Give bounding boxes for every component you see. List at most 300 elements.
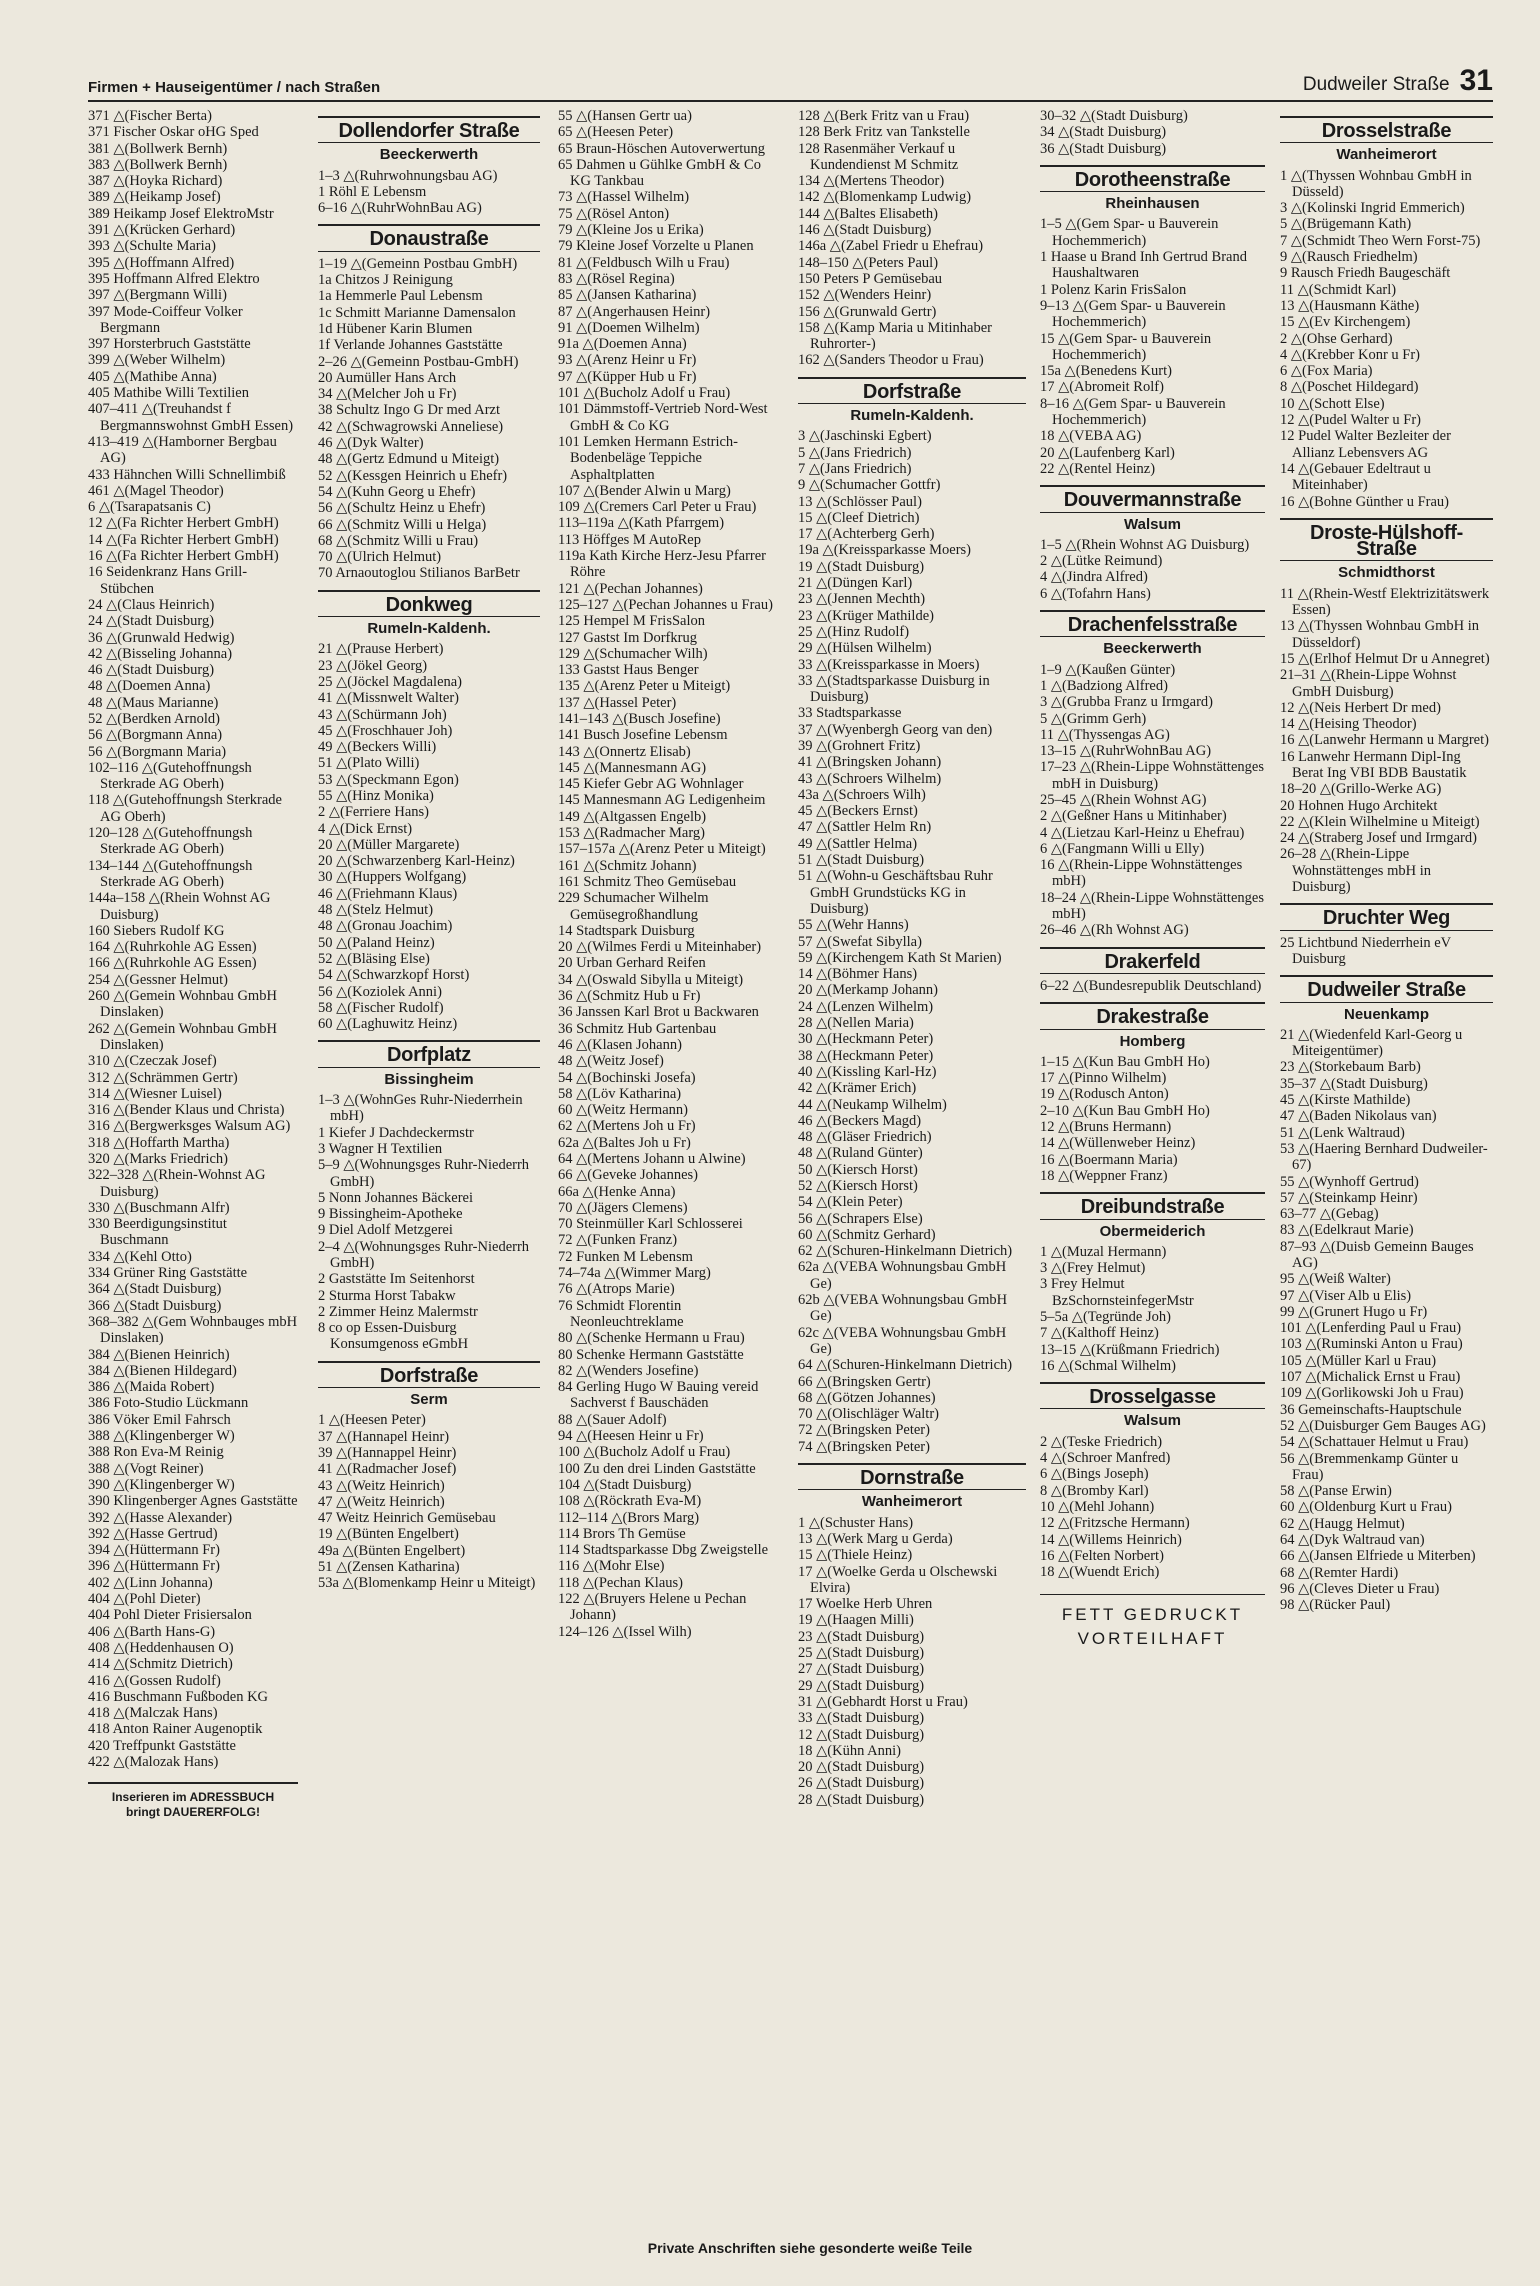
directory-entry: 102–116 △(Gutehoffnungsh Sterkrade AG Oberh): [88, 759, 252, 793]
street-heading: Dornstraße: [798, 1463, 1026, 1490]
directory-entry: 104 △(Stadt Duisburg): [558, 1476, 692, 1493]
directory-entry: 20 △(Merkamp Johann): [798, 982, 939, 999]
entry-list: [1280, 168, 1493, 510]
directory-entry: 66 △(Geveke Johannes): [558, 1167, 698, 1184]
directory-entry: 334 △(Kehl Otto): [88, 1248, 192, 1265]
directory-entry: 386 Vöker Emil Fahrsch: [88, 1411, 231, 1428]
directory-entry: 31 △(Gebhardt Horst u Frau): [798, 1693, 968, 1710]
directory-entry: 54 △(Bochinski Josefa): [558, 1069, 696, 1086]
directory-entry: 18–20 △(Grillo-Werke AG): [1280, 781, 1442, 798]
directory-entry: 24 △(Lenzen Wilhelm): [798, 998, 934, 1015]
directory-entry: 137 △(Hassel Peter): [558, 694, 677, 711]
directory-entry: 388 △(Vogt Reiner): [88, 1460, 204, 1477]
directory-entry: 85 △(Jansen Katharina): [558, 287, 697, 304]
directory-entry: 397 Mode-Coiffeur Volker Bergmann: [88, 303, 243, 336]
entry-list: [318, 1412, 540, 1591]
directory-entry: 43 △(Weitz Heinrich): [318, 1477, 445, 1494]
directory-entry: 404 Pohl Dieter Frisiersalon: [88, 1607, 252, 1624]
directory-entry: 87–93 △(Duisb Gemeinn Bauges AG): [1280, 1238, 1474, 1271]
street-heading: Drosselgasse: [1040, 1382, 1265, 1409]
directory-entry: 23 △(Storkebaum Barb): [1280, 1059, 1421, 1076]
directory-entry: 6 △(Tsarapatsanis C): [88, 499, 211, 516]
directory-entry: 3 △(Grubba Franz u Irmgard): [1040, 694, 1214, 711]
directory-entry: 392 △(Hasse Alexander): [88, 1509, 233, 1526]
directory-entry: 8 co op Essen-Duisburg Konsumgenoss eGmbH: [318, 1320, 469, 1353]
directory-entry: 15a △(Benedens Kurt): [1040, 363, 1172, 380]
directory-entry: 65 Dahmen u Gühlke GmbH & Co KG Tankbau: [558, 156, 761, 190]
directory-entry: 316 △(Bergwerksges Walsum AG): [88, 1118, 291, 1135]
directory-entry: 29 △(Stadt Duisburg): [798, 1677, 925, 1694]
directory-entry: 60 △(Oldenburg Kurt u Frau): [1280, 1499, 1452, 1516]
directory-entry: 1 △(Badziong Alfred): [1040, 677, 1168, 694]
directory-entry: 25 △(Stadt Duisburg): [798, 1645, 925, 1662]
directory-entry: 14 △(Wüllenweber Heinz): [1040, 1135, 1196, 1152]
street-section: [318, 590, 540, 1033]
directory-entry: 23 △(Stadt Duisburg): [798, 1628, 925, 1645]
directory-entry: 75 △(Rösel Anton): [558, 205, 670, 222]
directory-entry: 381 △(Bollwerk Bernh): [88, 140, 228, 157]
directory-entry: 114 Stadtsparkasse Dbg Zweigstelle: [558, 1542, 769, 1559]
page-number: 31: [1459, 64, 1493, 97]
directory-entry: 62a △(VEBA Wohnungsbau GmbH Ge): [798, 1259, 1007, 1292]
directory-entry: 371 △(Fischer Berta): [88, 108, 212, 124]
directory-entry: 42 △(Bisseling Johanna): [88, 645, 233, 662]
directory-entry: 33 Stadtsparkasse: [798, 705, 902, 722]
directory-entry: 36 △(Grunwald Hedwig): [88, 629, 235, 646]
entry-list: [318, 256, 540, 582]
directory-entry: 2 Sturma Horst Tabakw: [318, 1287, 456, 1304]
directory-entry: 18 △(Weppner Franz): [1040, 1167, 1168, 1184]
directory-entry: 6 △(Tofahrn Hans): [1040, 585, 1151, 602]
directory-entry: 20 Urban Gerhard Reifen: [558, 955, 706, 972]
directory-entry: 11 △(Rhein-Westf Elektrizitätswerk Essen): [1280, 585, 1490, 619]
directory-entry: 1–15 △(Kun Bau GmbH Ho): [1040, 1053, 1210, 1070]
directory-entry: 9 Rausch Friedh Baugeschäft: [1280, 265, 1451, 282]
directory-entry: 14 △(Heising Theodor): [1280, 716, 1417, 733]
directory-entry: 330 △(Buschmann Alfr): [88, 1199, 230, 1216]
street-heading: Dorfstraße: [798, 377, 1026, 404]
directory-entry: 2 △(Lütke Reimund): [1040, 553, 1163, 570]
entry-list: [1040, 1054, 1265, 1184]
directory-entry: 17 Woelke Herb Uhren: [798, 1596, 933, 1613]
directory-entry: 16 Lanwehr Hermann Dipl-Ing Berat Ing VBI BDB Baustatik: [1280, 748, 1467, 781]
street-heading: Drosselstraße: [1280, 116, 1493, 143]
directory-entry: 64 △(Mertens Johann u Alwine): [558, 1151, 746, 1167]
directory-entry: 416 Buschmann Fußboden KG: [88, 1688, 269, 1705]
directory-entry: 146a △(Zabel Friedr u Ehefrau): [798, 238, 984, 255]
directory-entry: 12 △(Fa Richter Herbert GmbH): [88, 515, 279, 532]
directory-entry: 395 △(Hoffmann Alfred): [88, 254, 235, 271]
street-section: [1040, 1192, 1265, 1374]
directory-entry: 156 △(Grunwald Gertr): [798, 303, 937, 320]
directory-entry: 42 △(Schwagrowski Anneliese): [318, 418, 504, 435]
directory-entry: 82 △(Wenders Josefine): [558, 1362, 699, 1379]
directory-entry: 56 △(Koziolek Anni): [318, 983, 442, 1000]
directory-entry: 95 △(Weiß Walter): [1280, 1271, 1391, 1288]
advert-box: [1040, 1594, 1265, 1651]
entry-list: [318, 641, 540, 1032]
directory-entry: 6 △(Fangmann Willi u Elly): [1040, 840, 1205, 857]
directory-entry: 101 Dämmstoff-Vertrieb Nord-West GmbH & Co KG: [558, 401, 768, 434]
directory-entry: 1 △(Heesen Peter): [318, 1412, 426, 1429]
directory-entry: 79 Kleine Josef Vorzelte u Planen: [558, 238, 754, 255]
directory-entry: 461 △(Magel Theodor): [88, 482, 224, 499]
directory-entry: 260 △(Gemein Wohnbau GmbH Dinslaken): [88, 988, 277, 1021]
directory-entry: 11 △(Schmidt Karl): [1280, 281, 1397, 298]
directory-entry: 55 △(Hansen Gertr ua): [558, 108, 692, 124]
entry-list: [1040, 1434, 1265, 1581]
directory-entry: 15 △(Gem Spar- u Bauverein Hochemmerich): [1040, 330, 1212, 363]
directory-entry: 3 △(Jaschinski Egbert): [798, 428, 932, 445]
directory-entry: 53 △(Haering Bernhard Dudweiler-67): [1280, 1140, 1488, 1174]
directory-entry: 62 △(Haugg Helmut): [1280, 1515, 1405, 1532]
directory-entry: 145 Mannesmann AG Ledigenheim: [558, 792, 766, 809]
street-section: [1280, 975, 1493, 1613]
directory-entry: 74–74a △(Wimmer Marg): [558, 1265, 711, 1282]
district-heading: Wanheimerort: [1336, 146, 1437, 164]
directory-entry: 8 △(Bromby Karl): [1040, 1482, 1149, 1499]
directory-entry: 70 Steinmüller Karl Schlosserei: [558, 1216, 743, 1233]
directory-entry: 49 △(Sattler Helma): [798, 835, 918, 852]
directory-entry: 26–28 △(Rhein-Lippe Wohnstättenges mbH in Duisburg): [1280, 846, 1431, 896]
directory-entry: 39 △(Grohnert Fritz): [798, 737, 921, 754]
directory-entry: 21–31 △(Rhein-Lippe Wohnst GmbH Duisburg): [1280, 667, 1457, 700]
directory-entry: 66a △(Henke Anna): [558, 1183, 676, 1200]
street-heading: Dreibundstraße: [1040, 1192, 1265, 1219]
directory-entry: 12 △(Bruns Hermann): [1040, 1119, 1172, 1136]
directory-entry: 16 △(Lanwehr Hermann u Margret): [1280, 732, 1489, 749]
column-4: [798, 108, 1026, 2258]
directory-entry: 66 △(Schmitz Willi u Helga): [318, 516, 487, 533]
directory-entry: 413–419 △(Hamborner Bergbau AG): [88, 433, 277, 467]
directory-entry: 18 △(Kühn Anni): [798, 1742, 901, 1759]
directory-entry: 404 △(Pohl Dieter): [88, 1591, 201, 1608]
directory-entry: 23 △(Krüger Mathilde): [798, 607, 934, 624]
directory-entry: 23 △(Jökel Georg): [318, 657, 428, 674]
directory-entry: 65 Braun-Höschen Autoverwertung: [558, 140, 765, 157]
directory-entry: 109 △(Cremers Carl Peter u Frau): [558, 499, 757, 516]
directory-entry: 109 △(Gorlikowski Joh u Frau): [1280, 1385, 1464, 1402]
street-heading: Dorotheenstraße: [1040, 165, 1265, 192]
directory-entry: 15 △(Erlhof Helmut Dr u Annegret): [1280, 650, 1490, 667]
directory-entry: 148–150 △(Peters Paul): [798, 254, 939, 271]
directory-entry: 13 △(Thyssen Wohnbau GmbH in Düsseldorf): [1280, 618, 1480, 651]
directory-entry: 129 △(Schumacher Wilh): [558, 645, 708, 662]
directory-entry: 14 △(Gebauer Edeltraut u Miteinhaber): [1280, 460, 1431, 494]
column-2: [318, 108, 540, 2258]
directory-entry: 141–143 △(Busch Josefine): [558, 710, 721, 727]
directory-entry: 76 Schmidt Florentin Neonleuchtreklame: [558, 1297, 684, 1330]
directory-entry: 51 △(Stadt Duisburg): [798, 852, 925, 869]
directory-entry: 150 Peters P Gemüsebau: [798, 270, 943, 287]
entry-list: [798, 1515, 1026, 1808]
street-heading: Dorfstraße: [318, 1361, 540, 1388]
directory-entry: 48 △(Weitz Josef): [558, 1053, 664, 1070]
entry-list: [1280, 935, 1493, 968]
district-heading: Homberg: [1119, 1032, 1186, 1050]
directory-entry: 397 Horsterbruch Gaststätte: [88, 336, 251, 353]
district-heading: Bissingheim: [384, 1070, 474, 1088]
header-left: Firmen + Hauseigentümer / nach Straßen: [88, 79, 381, 96]
directory-entry: 13–15 △(Krüßmann Friedrich): [1040, 1341, 1220, 1358]
directory-entry: 13 △(Hausmann Käthe): [1280, 297, 1420, 314]
directory-entry: 25 △(Hinz Rudolf): [798, 623, 910, 640]
directory-entry: 320 △(Marks Friedrich): [88, 1151, 229, 1167]
directory-entry: 48 △(Gertz Edmund u Miteigt): [318, 451, 500, 468]
directory-entry: 416 △(Gossen Rudolf): [88, 1672, 221, 1689]
directory-entry: 19 △(Stadt Duisburg): [798, 558, 925, 575]
directory-entry: 2 △(Ferriere Hans): [318, 804, 429, 821]
directory-entry: 20 △(Stadt Duisburg): [798, 1759, 925, 1776]
directory-entry: 34 △(Stadt Duisburg): [1040, 124, 1167, 141]
directory-entry: 1 Haase u Brand Inh Gertrud Brand Haushaltwaren: [1040, 249, 1247, 282]
directory-entry: 395 Hoffmann Alfred Elektro: [88, 270, 260, 287]
directory-entry: 119a Kath Kirche Herz-Jesu Pfarrer Röhre: [558, 548, 767, 581]
directory-entry: 389 △(Heikamp Josef): [88, 189, 221, 206]
street-section: [1040, 1382, 1265, 1580]
district-heading: Rumeln-Kaldenh.: [367, 620, 491, 638]
directory-entry: 145 △(Mannesmann AG): [558, 759, 707, 776]
directory-entry: 41 △(Radmacher Josef): [318, 1461, 457, 1478]
directory-entry: 56 △(Schrapers Else): [798, 1210, 923, 1227]
directory-entry: 45 △(Froschhauer Joh): [318, 722, 453, 739]
street-heading: Druchter Weg: [1280, 903, 1493, 930]
directory-entry: 144a–158 △(Rhein Wohnst AG Duisburg): [88, 890, 271, 923]
directory-entry: 1a Hemmerle Paul Lebensm: [318, 288, 483, 305]
street-heading: Dudweiler Straße: [1280, 975, 1493, 1002]
directory-entry: 392 △(Hasse Gertrud): [88, 1525, 218, 1542]
directory-entry: 1–19 △(Gemeinn Postbau GmbH): [318, 255, 518, 272]
directory-entry: 4 △(Jindra Alfred): [1040, 569, 1148, 586]
directory-entry: 91a △(Doemen Anna): [558, 336, 687, 353]
directory-entry: 18–24 △(Rhein-Lippe Wohnstättenges mbH): [1040, 889, 1264, 923]
directory-entry: 46 △(Dyk Walter): [318, 435, 424, 452]
directory-entry: 143 △(Onnertz Elisab): [558, 743, 691, 760]
directory-entry: 316 △(Bender Klaus und Christa): [88, 1102, 285, 1119]
directory-entry: 2 Gaststätte Im Seitenhorst: [318, 1271, 475, 1288]
street-heading: Droste-Hülshoff-Straße: [1280, 518, 1493, 562]
directory-entry: 390 △(Klingenberger W): [88, 1476, 235, 1493]
directory-entry: 388 Ron Eva-M Reinig: [88, 1444, 224, 1461]
directory-entry: 96 △(Cleves Dieter u Frau): [1280, 1580, 1440, 1597]
directory-entry: 17 △(Achterberg Gerh): [798, 526, 935, 543]
directory-entry: 29 △(Hülsen Wilhelm): [798, 640, 932, 657]
directory-entry: 101 △(Lenferding Paul u Frau): [1280, 1320, 1462, 1337]
directory-entry: 366 △(Stadt Duisburg): [88, 1297, 222, 1314]
directory-entry: 48 △(Gläser Friedrich): [798, 1129, 932, 1146]
directory-entry: 46 △(Friehmann Klaus): [318, 885, 458, 902]
directory-entry: 12 Pudel Walter Bezleiter der Allianz Lebensvers AG: [1280, 428, 1451, 461]
directory-entry: 4 △(Dick Ernst): [318, 820, 413, 837]
directory-entry: 157–157a △(Arenz Peter u Miteigt): [558, 841, 766, 858]
directory-entry: 41 △(Bringsken Johann): [798, 754, 942, 771]
directory-entry: 72 Funken M Lebensm: [558, 1248, 693, 1265]
directory-entry: 6 △(Fox Maria): [1280, 363, 1373, 380]
directory-entry: 13 △(Werk Marg u Gerda): [798, 1530, 953, 1547]
directory-entry: 60 △(Schmitz Gerhard): [798, 1226, 936, 1243]
directory-entry: 3 Frey Helmut BzSchornsteinfegerMstr: [1040, 1276, 1194, 1309]
district-heading: Walsum: [1124, 515, 1181, 533]
street-heading: Drakerfeld: [1040, 947, 1265, 974]
directory-entry: 70 △(Olischläger Waltr): [798, 1406, 939, 1423]
directory-entry: 51 △(Lenk Waltraud): [1280, 1124, 1405, 1141]
directory-entry: 368–382 △(Gem Wohnbauges mbH Dinslaken): [88, 1313, 298, 1347]
directory-entry: 19 △(Haagen Milli): [798, 1612, 914, 1629]
directory-entry: 58 △(Löv Katharina): [558, 1085, 682, 1102]
entry-list: [1040, 662, 1265, 939]
entry-list: [318, 168, 540, 217]
directory-entry: 158 △(Kamp Maria u Mitinhaber Ruhrorter-): [798, 319, 992, 353]
directory-entry: 322–328 △(Rhein-Wohnst AG Duisburg): [88, 1167, 266, 1200]
directory-entry: 20 △(Wilmes Ferdi u Miteinhaber): [558, 939, 762, 956]
directory-entry: 160 Siebers Rudolf KG: [88, 922, 225, 939]
directory-entry: 16 △(Rhein-Lippe Wohnstättenges mbH): [1040, 857, 1243, 890]
directory-entry: 1–3 △(WohnGes Ruhr-Niederrhein mbH): [318, 1092, 523, 1125]
directory-entry: 386 △(Maida Robert): [88, 1379, 215, 1396]
directory-entry: 5 △(Grimm Gerh): [1040, 710, 1147, 727]
directory-entry: 14 △(Böhmer Hans): [798, 966, 918, 983]
directory-entry: 6–16 △(RuhrWohnBau AG): [318, 200, 482, 217]
directory-entry: 418 Anton Rainer Augenoptik: [88, 1721, 263, 1738]
directory-entry: 334 Grüner Ring Gaststätte: [88, 1265, 248, 1282]
street-section: [318, 224, 540, 581]
directory-entry: 60 △(Weitz Hermann): [558, 1102, 688, 1119]
district-heading: Serm: [410, 1391, 448, 1409]
directory-entry: 64 △(Dyk Waltraud van): [1280, 1532, 1425, 1549]
directory-entry: 25 Lichtbund Niederrhein eV Duisburg: [1280, 934, 1451, 967]
header-street: Dudweiler Straße: [1302, 74, 1450, 95]
directory-entry: 48 △(Ruland Günter): [798, 1145, 923, 1162]
district-heading: Wanheimerort: [861, 1493, 963, 1511]
directory-entry: 62b △(VEBA Wohnungsbau GmbH Ge): [798, 1292, 1008, 1325]
directory-entry: 312 △(Schrämmen Gertr): [88, 1069, 238, 1086]
directory-entry: 118 △(Gutehoffnungsh Sterkrade AG Oberh): [88, 792, 282, 825]
directory-entry: 55 △(Wehr Hanns): [798, 917, 909, 934]
directory-entry: 330 Beerdigungsinstitut Buschmann: [88, 1216, 227, 1249]
district-heading: Neuenkamp: [1343, 1005, 1430, 1023]
directory-entry: 100 △(Bucholz Adolf u Frau): [558, 1444, 731, 1461]
directory-entry: 121 △(Pechan Johannes): [558, 580, 703, 597]
directory-entry: 35–37 △(Stadt Duisburg): [1280, 1075, 1428, 1092]
directory-entry: 122 △(Bruyers Helene u Pechan Johann): [558, 1591, 747, 1624]
directory-entry: 30–32 △(Stadt Duisburg): [1040, 108, 1188, 124]
directory-entry: 7 △(Schmidt Theo Wern Forst-75): [1280, 232, 1481, 249]
directory-entry: 21 △(Düngen Karl): [798, 575, 913, 592]
directory-entry: 20 △(Laufenberg Karl): [1040, 444, 1175, 461]
directory-entry: 14 △(Willems Heinrich): [1040, 1531, 1182, 1548]
directory-entry: 7 △(Jans Friedrich): [798, 460, 912, 477]
directory-entry: 406 △(Barth Hans-G): [88, 1623, 216, 1640]
directory-entry: 384 △(Bienen Heinrich): [88, 1346, 230, 1363]
directory-entry: 394 △(Hüttermann Fr): [88, 1542, 220, 1559]
directory-entry: 318 △(Hoffarth Martha): [88, 1134, 230, 1151]
street-section: [1040, 485, 1265, 602]
directory-entry: 51 △(Wohn-u Geschäftsbau Ruhr GmbH Grundstücks KG in Duisburg): [798, 868, 993, 917]
directory-entry: 37 △(Wyenbergh Georg van den): [798, 721, 993, 738]
entry-list: [1040, 216, 1265, 477]
directory-entry: 24 △(Stadt Duisburg): [88, 613, 215, 630]
directory-entry: 1 Polenz Karin FrisSalon: [1040, 281, 1187, 298]
directory-entry: 88 △(Sauer Adolf): [558, 1411, 667, 1428]
directory-entry: 1 △(Muzal Hermann): [1040, 1243, 1167, 1260]
directory-entry: 30 △(Huppers Wolfgang): [318, 869, 467, 886]
directory-entry: 254 △(Gessner Helmut): [88, 971, 229, 988]
directory-entry: 1–5 △(Gem Spar- u Bauverein Hochemmerich): [1040, 216, 1219, 249]
directory-entry: 72 △(Funken Franz): [558, 1232, 678, 1249]
directory-entry: 383 △(Bollwerk Bernh): [88, 156, 228, 173]
directory-entry: 49 △(Beckers Willi): [318, 739, 437, 756]
street-section: [318, 116, 540, 216]
directory-entry: 405 △(Mathibe Anna): [88, 368, 217, 385]
street-section: [1040, 1002, 1265, 1184]
directory-entry: 64 △(Schuren-Hinkelmann Dietrich): [798, 1357, 1013, 1374]
directory-entry: 16 △(Schmal Wilhelm): [1040, 1357, 1176, 1374]
directory-entry: 5 △(Jans Friedrich): [798, 444, 912, 461]
directory-entry: 386 Foto-Studio Lückmann: [88, 1395, 249, 1412]
advert-line: FETT GEDRUCKT: [1061, 1605, 1244, 1625]
street-section: [1040, 165, 1265, 477]
directory-entry: 101 △(Bucholz Adolf u Frau): [558, 385, 731, 402]
directory-entry: 18 △(VEBA AG): [1040, 428, 1142, 445]
street-section: [1280, 903, 1493, 967]
directory-entry: 103 △(Ruminski Anton u Frau): [1280, 1336, 1463, 1353]
directory-entry: 6–22 △(Bundesrepublik Deutschland): [1040, 977, 1262, 994]
directory-entry: 38 Schultz Ingo G Dr med Arzt: [318, 402, 501, 419]
directory-entry: 97 △(Küpper Hub u Fr): [558, 368, 697, 385]
directory-entry: 124–126 △(Issel Wilh): [558, 1623, 692, 1640]
directory-entry: 17 △(Woelke Gerda u Olschewski Elvira): [798, 1563, 998, 1596]
directory-entry: 16 △(Bohne Günther u Frau): [1280, 493, 1450, 510]
entry-list: [1040, 978, 1265, 994]
directory-entry: 4 △(Lietzau Karl-Heinz u Ehefrau): [1040, 824, 1245, 841]
directory-entry: 161 △(Schmitz Johann): [558, 857, 697, 874]
directory-entry: 26 △(Stadt Duisburg): [798, 1775, 925, 1792]
column-1: [88, 108, 298, 2258]
directory-entry: 58 △(Panse Erwin): [1280, 1483, 1392, 1500]
directory-entry: 2 △(Ohse Gerhard): [1280, 330, 1393, 347]
directory-entry: 2–4 △(Wohnungsges Ruhr-Niederrh GmbH): [318, 1238, 530, 1271]
directory-entry: 80 Schenke Hermann Gaststätte: [558, 1346, 744, 1363]
district-heading: Obermeiderich: [1099, 1222, 1206, 1240]
column-5: [1040, 108, 1265, 2258]
directory-entry: 433 Hähnchen Willi Schnellimbiß: [88, 466, 286, 483]
directory-entry: 20 Hohnen Hugo Architekt: [1280, 797, 1438, 814]
directory-entry: 52 △(Bläsing Else): [318, 950, 430, 967]
directory-entry: 262 △(Gemein Wohnbau GmbH Dinslaken): [88, 1020, 277, 1053]
directory-entry: 45 △(Beckers Ernst): [798, 803, 918, 820]
directory-entry: 389 Heikamp Josef ElektroMstr: [88, 205, 274, 222]
directory-entry: 40 △(Kissling Karl-Hz): [798, 1063, 937, 1080]
directory-entry: 70 △(Jägers Clemens): [558, 1199, 688, 1216]
street-section: [1040, 947, 1265, 995]
directory-entry: 42 △(Krämer Erich): [798, 1080, 917, 1097]
advert-note-line: bringt DAUERERFOLG!: [126, 1805, 260, 1820]
street-section: [798, 1463, 1026, 1808]
entry-list: [1280, 586, 1493, 896]
street-section: [1040, 610, 1265, 939]
district-heading: Walsum: [1124, 1412, 1181, 1430]
entry-list: [88, 108, 298, 1770]
entry-list: [1040, 1244, 1265, 1374]
directory-entry: 144 △(Baltes Elisabeth): [798, 205, 939, 222]
directory-entry: 98 △(Rücker Paul): [1280, 1597, 1391, 1614]
directory-entry: 229 Schumacher Wilhelm Gemüsegroßhandlung: [558, 890, 709, 923]
directory-entry: 125 Hempel M FrisSalon: [558, 613, 706, 630]
directory-entry: 13–15 △(RuhrWohnBau AG): [1040, 743, 1212, 760]
directory-entry: 19 △(Bünten Engelbert): [318, 1526, 459, 1543]
district-heading: Rheinhausen: [1105, 195, 1200, 213]
directory-entry: 81 △(Feldbusch Wilh u Frau): [558, 254, 730, 271]
